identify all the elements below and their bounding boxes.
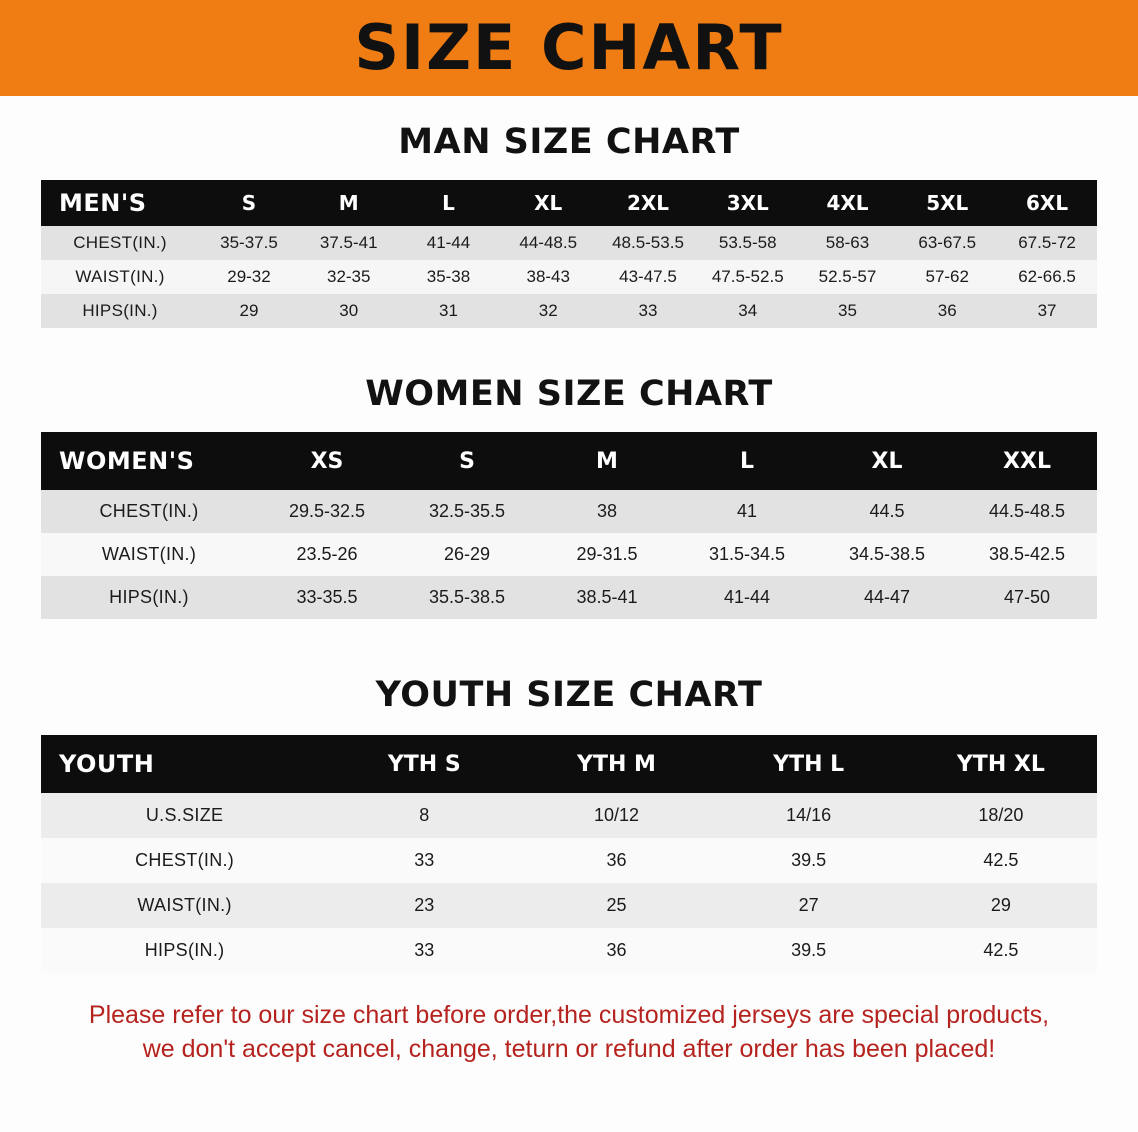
women-r2-c5: 47-50 [957,576,1097,619]
table-row [41,838,1097,883]
youth-r1-c0: 33 [328,838,520,883]
youth-col-2: YTH L [713,735,905,793]
men-r0-c8: 67.5-72 [997,226,1097,260]
youth-r3-c0: 33 [328,928,520,973]
women-r0-c4: 44.5 [817,490,957,533]
man-section-title: MAN SIZE CHART [398,122,740,162]
women-r0-c5: 44.5-48.5 [957,490,1097,533]
table-row [41,260,1097,294]
men-r1-c8: 62-66.5 [997,260,1097,294]
women-col-4: XL [817,432,957,490]
youth-r3-c1: 36 [520,928,712,973]
youth-col-3: YTH XL [905,735,1097,793]
men-r1-c5: 47.5-52.5 [698,260,798,294]
women-col-1: S [397,432,537,490]
women-r0-c0: 29.5-32.5 [257,490,397,533]
men-r2-c4: 33 [598,294,698,328]
women-r2-c1: 35.5-38.5 [397,576,537,619]
youth-row-0-label: U.S.SIZE [41,793,328,838]
youth-r2-c1: 25 [520,883,712,928]
youth-r1-c3: 42.5 [905,838,1097,883]
men-r0-c3: 44-48.5 [498,226,598,260]
men-r0-c0: 35-37.5 [199,226,299,260]
youth-size-table [41,735,1097,973]
women-col-5: XXL [957,432,1097,490]
table-row [41,793,1097,838]
men-col-0: S [199,180,299,226]
table-row [41,928,1097,973]
men-row-2-label: HIPS(IN.) [41,294,199,328]
table-row [41,576,1097,619]
table-row [41,226,1097,260]
men-r0-c7: 63-67.5 [897,226,997,260]
table-row [41,533,1097,576]
men-r1-c6: 52.5-57 [798,260,898,294]
men-col-6: 4XL [798,180,898,226]
men-r2-c2: 31 [399,294,499,328]
women-r2-c3: 41-44 [677,576,817,619]
men-r1-c1: 32-35 [299,260,399,294]
men-col-1: M [299,180,399,226]
table-row [41,883,1097,928]
men-row-1-label: WAIST(IN.) [41,260,199,294]
women-row-1-label: WAIST(IN.) [41,533,257,576]
youth-r3-c3: 42.5 [905,928,1097,973]
men-r2-c0: 29 [199,294,299,328]
women-section-title: WOMEN SIZE CHART [365,374,773,414]
men-r1-c3: 38-43 [498,260,598,294]
youth-col-1: YTH M [520,735,712,793]
youth-r1-c1: 36 [520,838,712,883]
youth-section-title: YOUTH SIZE CHART [375,675,763,715]
note-line-1: Please refer to our size chart before order,the customized jerseys are special products, [88,1001,1050,1029]
men-r1-c4: 43-47.5 [598,260,698,294]
women-r1-c4: 34.5-38.5 [817,533,957,576]
men-r1-c2: 35-38 [399,260,499,294]
youth-row-header-label: YOUTH [41,735,328,793]
men-col-4: 2XL [598,180,698,226]
men-r0-c5: 53.5-58 [698,226,798,260]
youth-row-3-label: HIPS(IN.) [41,928,328,973]
women-table-header-row [41,432,1097,490]
men-r2-c8: 37 [997,294,1097,328]
youth-r3-c2: 39.5 [713,928,905,973]
youth-col-0: YTH S [328,735,520,793]
men-r0-c4: 48.5-53.5 [598,226,698,260]
women-r2-c4: 44-47 [817,576,957,619]
men-col-8: 6XL [997,180,1097,226]
return-policy-note [34,999,1104,1067]
men-r2-c1: 30 [299,294,399,328]
youth-r0-c3: 18/20 [905,793,1097,838]
women-col-3: L [677,432,817,490]
youth-r2-c3: 29 [905,883,1097,928]
men-r2-c3: 32 [498,294,598,328]
women-r1-c1: 26-29 [397,533,537,576]
men-col-2: L [399,180,499,226]
men-r1-c7: 57-62 [897,260,997,294]
men-row-0-label: CHEST(IN.) [41,226,199,260]
women-col-0: XS [257,432,397,490]
women-r0-c3: 41 [677,490,817,533]
men-r2-c7: 36 [897,294,997,328]
table-row [41,294,1097,328]
youth-r1-c2: 39.5 [713,838,905,883]
men-r0-c6: 58-63 [798,226,898,260]
men-table-header-row [41,180,1097,226]
men-size-table [41,180,1097,328]
men-r0-c2: 41-44 [399,226,499,260]
women-r1-c2: 29-31.5 [537,533,677,576]
men-r0-c1: 37.5-41 [299,226,399,260]
women-r1-c5: 38.5-42.5 [957,533,1097,576]
youth-row-2-label: WAIST(IN.) [41,883,328,928]
women-r1-c3: 31.5-34.5 [677,533,817,576]
youth-table-header-row [41,735,1097,793]
men-r1-c0: 29-32 [199,260,299,294]
women-col-2: M [537,432,677,490]
women-row-0-label: CHEST(IN.) [41,490,257,533]
women-r2-c0: 33-35.5 [257,576,397,619]
men-col-5: 3XL [698,180,798,226]
women-size-table [41,432,1097,619]
men-row-header-label: MEN'S [41,180,199,226]
women-r0-c1: 32.5-35.5 [397,490,537,533]
women-r1-c0: 23.5-26 [257,533,397,576]
youth-r2-c0: 23 [328,883,520,928]
youth-r0-c1: 10/12 [520,793,712,838]
note-line-2: we don't accept cancel, change, teturn or refund after order has been placed! [142,1034,996,1063]
men-col-3: XL [498,180,598,226]
women-r2-c2: 38.5-41 [537,576,677,619]
men-r2-c5: 34 [698,294,798,328]
page-title: SIZE CHART [354,11,784,84]
table-row [41,490,1097,533]
women-r0-c2: 38 [537,490,677,533]
men-col-7: 5XL [897,180,997,226]
women-row-header-label: WOMEN'S [41,432,257,490]
women-row-2-label: HIPS(IN.) [41,576,257,619]
youth-r0-c0: 8 [328,793,520,838]
youth-r0-c2: 14/16 [713,793,905,838]
header-banner [0,0,1138,96]
men-r2-c6: 35 [798,294,898,328]
youth-row-1-label: CHEST(IN.) [41,838,328,883]
youth-r2-c2: 27 [713,883,905,928]
